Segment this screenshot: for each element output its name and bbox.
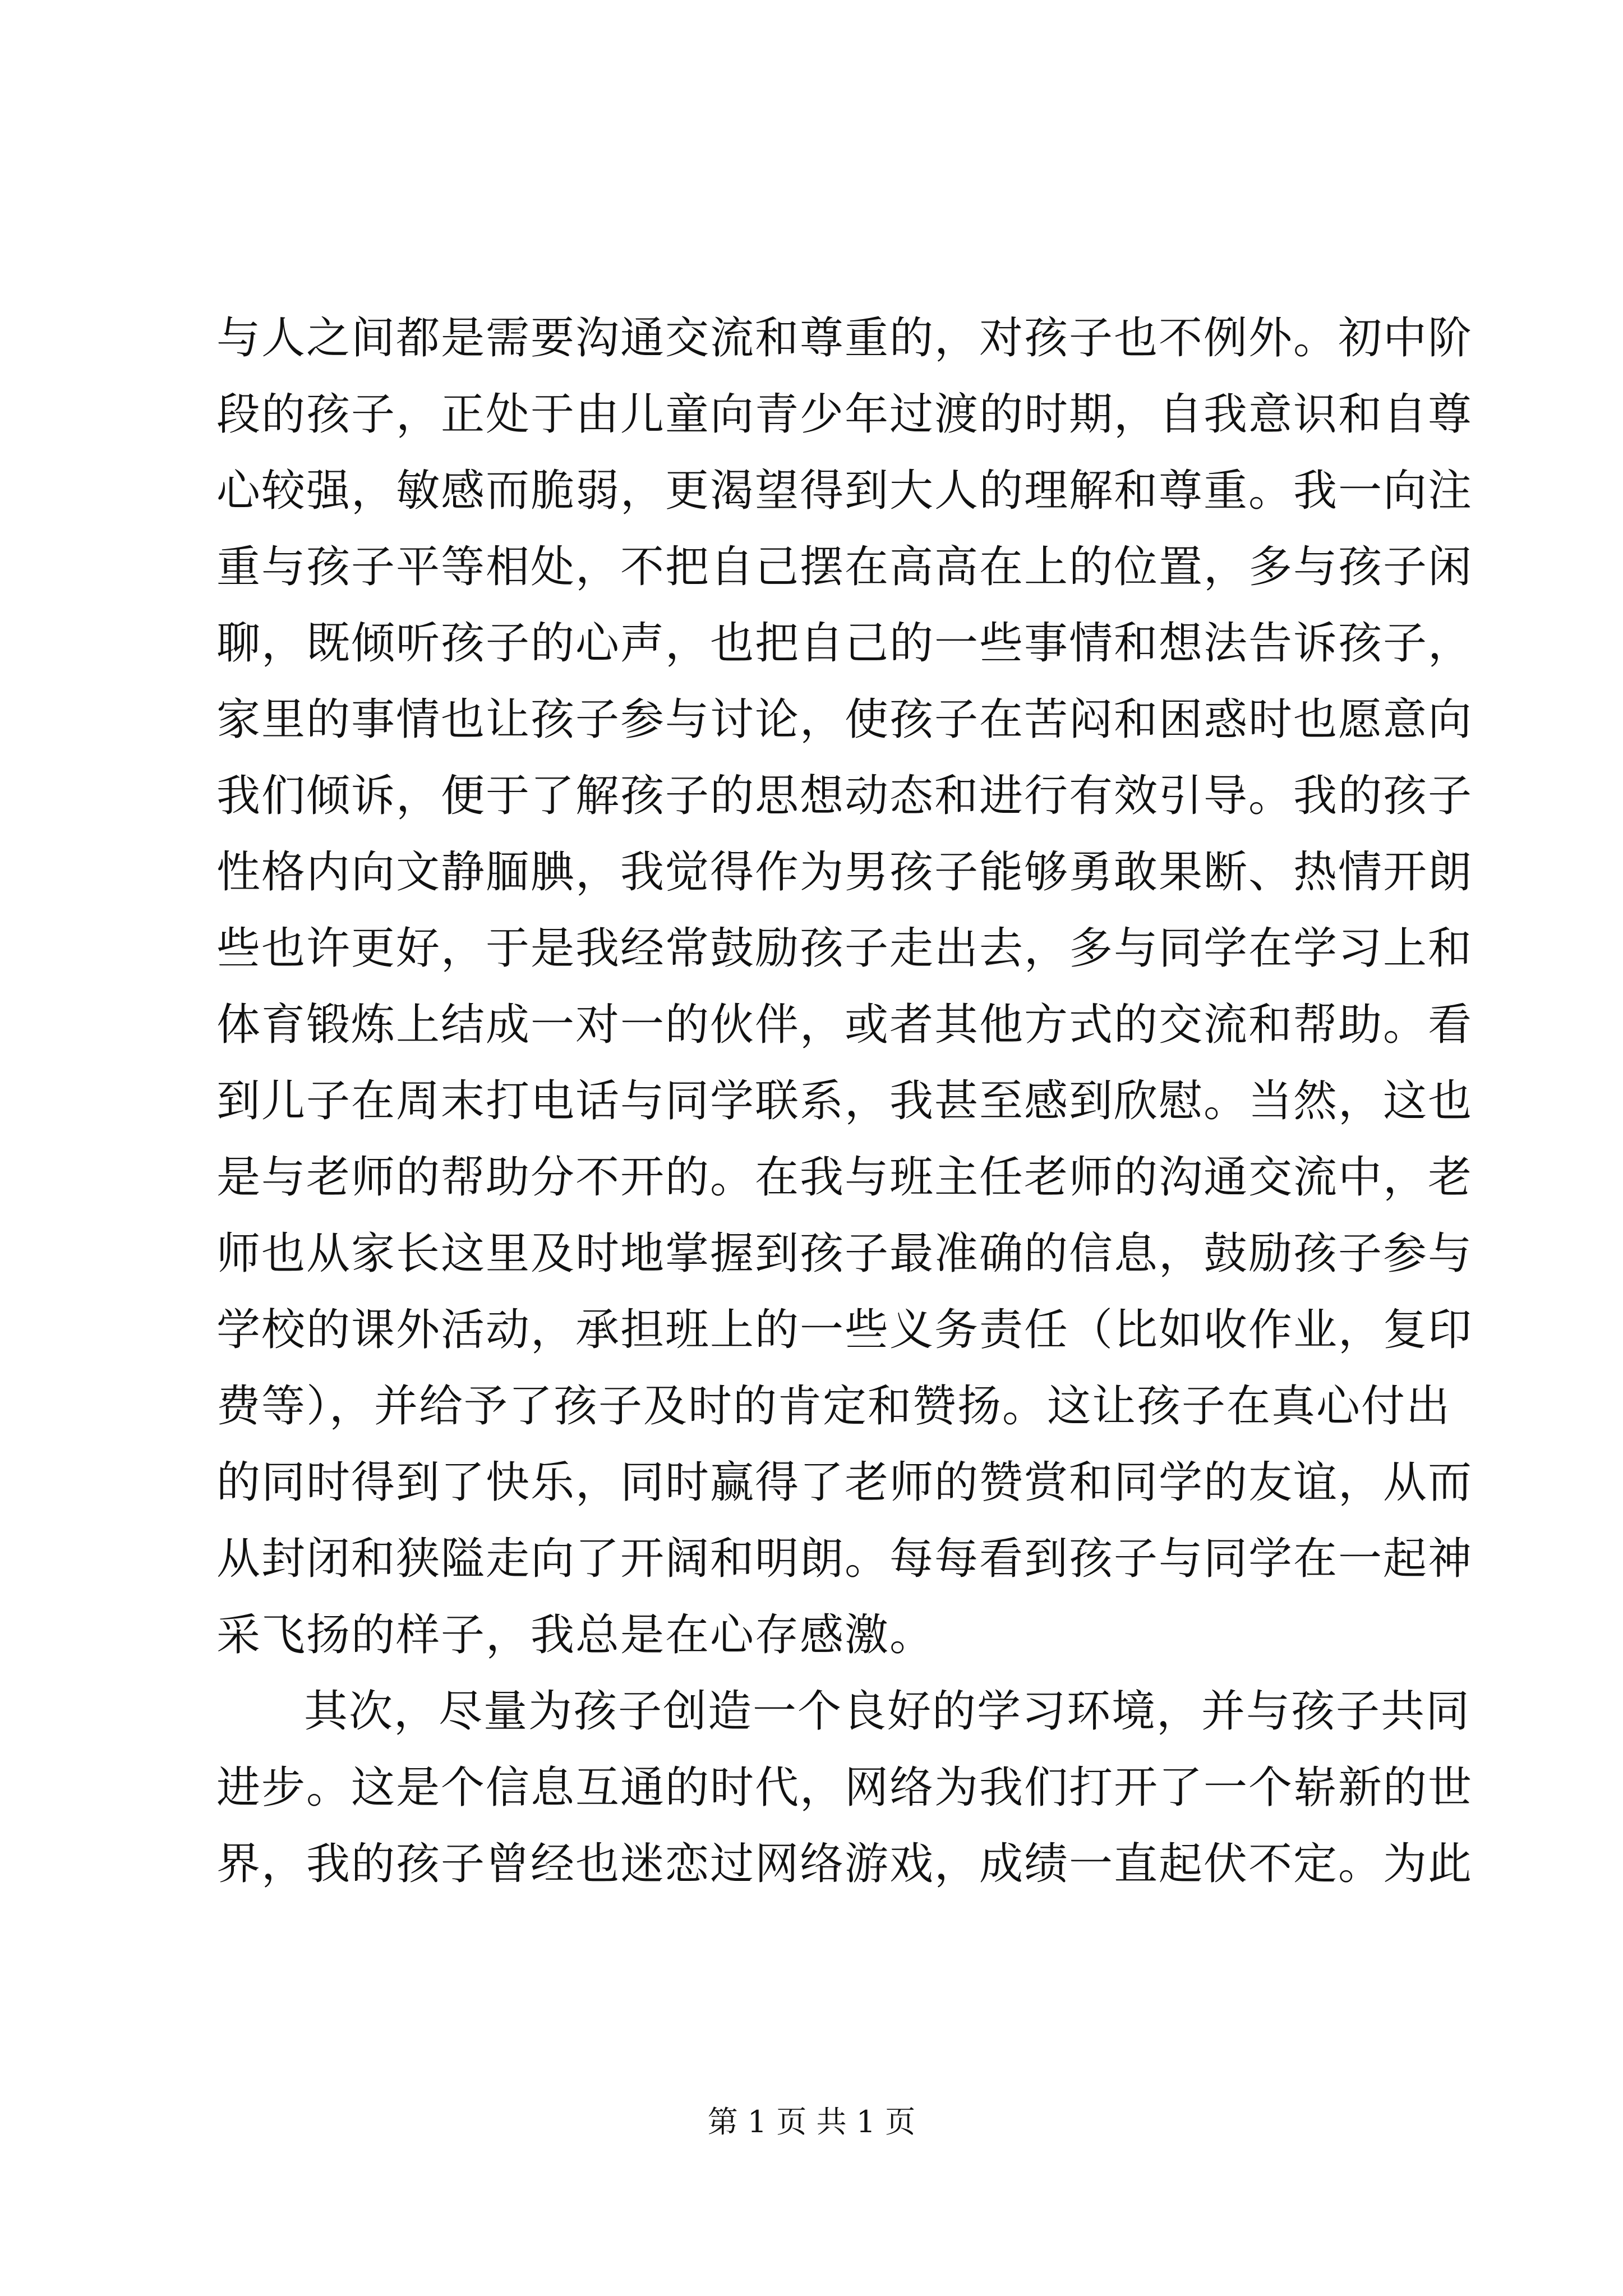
- text-line: 进步。这是个信息互通的时代，网络为我们打开了一个崭新的世: [216, 1763, 1473, 1813]
- body-text: [216, 300, 1473, 1902]
- text-line: 的同时得到了快乐，同时赢得了老师的赞赏和同学的友谊，从而: [216, 1457, 1473, 1508]
- text-line: 从封闭和狭隘走向了开阔和明朗。每每看到孩子与同学在一起神: [216, 1534, 1473, 1584]
- text-line: 体育锻炼上结成一对一的伙伴，或者其他方式的交流和帮助。看: [216, 1000, 1473, 1050]
- text-line: 些也许更好，于是我经常鼓励孩子走出去，多与同学在学习上和: [216, 923, 1473, 974]
- text-line: 采飞扬的样子，我总是在心存感激。: [216, 1610, 935, 1660]
- text-line: 心较强，敏感而脆弱，更渴望得到大人的理解和尊重。我一向注: [216, 466, 1473, 516]
- text-line: 家里的事情也让孩子参与讨论，使孩子在苦闷和困惑时也愿意向: [216, 694, 1473, 745]
- text-line: 到儿子在周末打电话与同学联系，我甚至感到欣慰。当然，这也: [216, 1076, 1473, 1126]
- text-line: 我们倾诉，便于了解孩子的思想动态和进行有效引导。我的孩子: [216, 771, 1473, 821]
- text-line: 重与孩子平等相处，不把自己摆在高高在上的位置，多与孩子闲: [216, 542, 1473, 592]
- paragraph-first-line: 其次，尽量为孩子创造一个良好的学习环境，并与孩子共同: [304, 1686, 1471, 1737]
- text-line: 学校的课外活动，承担班上的一些义务责任（比如收作业，复印: [216, 1305, 1473, 1355]
- text-line: 与人之间都是需要沟通交流和尊重的，对孩子也不例外。初中阶: [216, 313, 1473, 364]
- text-line: 聊，既倾听孩子的心声，也把自己的一些事情和想法告诉孩子，: [216, 618, 1473, 669]
- text-line: 费等），并给予了孩子及时的肯定和赞扬。这让孩子在真心付出: [216, 1381, 1451, 1432]
- text-line: 性格内向文静腼腆，我觉得作为男孩子能够勇敢果断、热情开朗: [216, 847, 1473, 898]
- text-line: 段的孩子，正处于由儿童向青少年过渡的时期，自我意识和自尊: [216, 389, 1473, 440]
- page-footer: 第 1 页 共 1 页: [707, 2104, 916, 2139]
- text-line: 是与老师的帮助分不开的。在我与班主任老师的沟通交流中，老: [216, 1152, 1473, 1203]
- text-line: 界，我的孩子曾经也迷恋过网络游戏，成绩一直起伏不定。为此: [216, 1839, 1473, 1889]
- text-line: 师也从家长这里及时地掌握到孩子最准确的信息，鼓励孩子参与: [216, 1228, 1473, 1279]
